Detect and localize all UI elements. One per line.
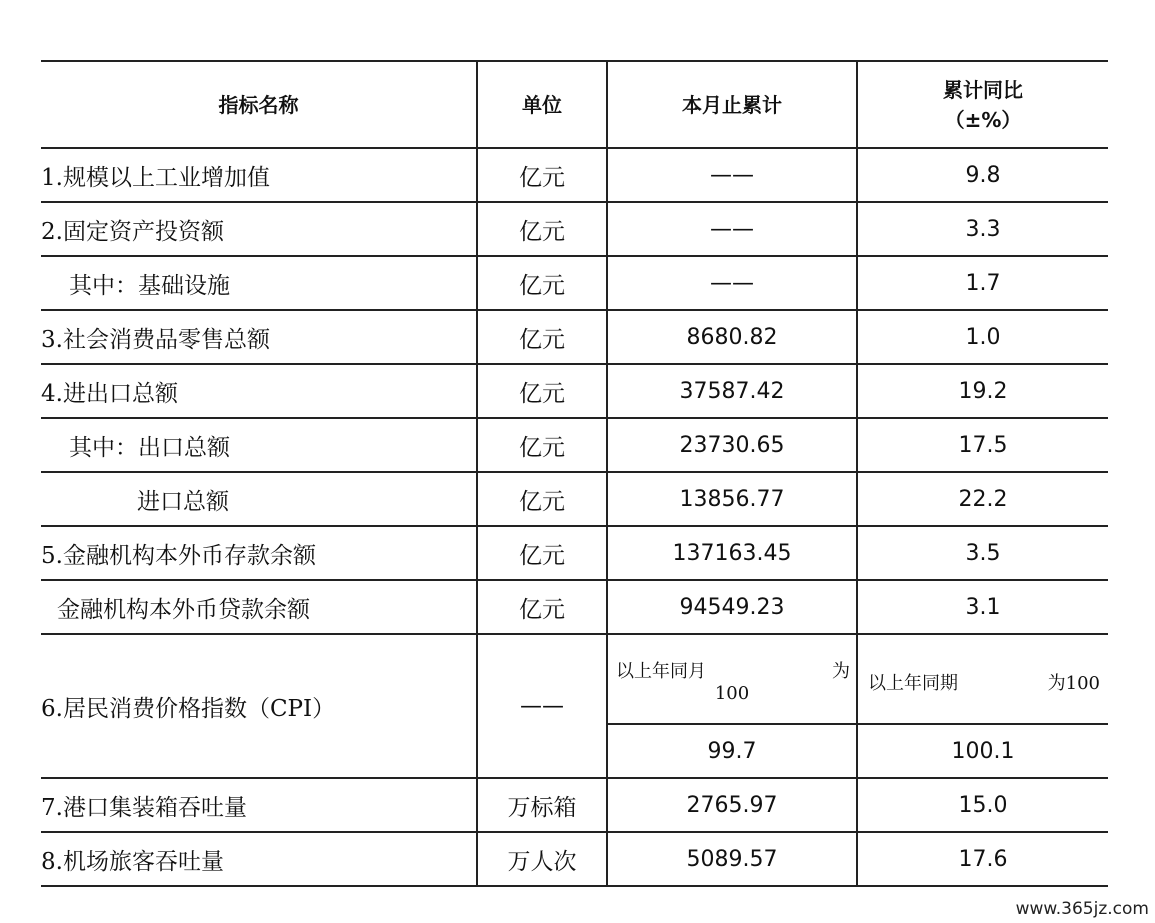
header-yoy-line1: 累计同比 <box>943 77 1023 102</box>
row-unit: 万标箱 <box>477 778 607 832</box>
row-unit: 亿元 <box>477 202 607 256</box>
statistics-table <box>41 60 1108 887</box>
table-row <box>41 526 1108 580</box>
row-name: 7.港口集装箱吞吐量 <box>41 778 477 832</box>
row-yoy: 15.0 <box>857 778 1108 832</box>
row-cumulative: —— <box>607 148 857 202</box>
table-row <box>41 472 1108 526</box>
row-name: 8.机场旅客吞吐量 <box>41 832 477 886</box>
row-unit: 亿元 <box>477 472 607 526</box>
cpi-yoy-note <box>857 634 1108 724</box>
row-yoy: 19.2 <box>857 364 1108 418</box>
row-cumulative: 37587.42 <box>607 364 857 418</box>
row-name: 金融机构本外币贷款余额 <box>41 580 477 634</box>
header-cumulative: 本月止累计 <box>607 61 857 148</box>
row-cumulative: 5089.57 <box>607 832 857 886</box>
row-cumulative: 23730.65 <box>607 418 857 472</box>
row-unit: 亿元 <box>477 580 607 634</box>
row-cumulative: 94549.23 <box>607 580 857 634</box>
row-unit: 亿元 <box>477 310 607 364</box>
row-name: 3.社会消费品零售总额 <box>41 310 477 364</box>
row-name: 2.固定资产投资额 <box>41 202 477 256</box>
table-row <box>41 148 1108 202</box>
row-yoy: 17.5 <box>857 418 1108 472</box>
row-yoy: 9.8 <box>857 148 1108 202</box>
cpi-row-top <box>41 634 1108 724</box>
table-row <box>41 364 1108 418</box>
row-yoy: 3.5 <box>857 526 1108 580</box>
row-name: 其中：出口总额 <box>41 418 477 472</box>
row-unit: 亿元 <box>477 148 607 202</box>
row-yoy: 1.0 <box>857 310 1108 364</box>
row-cumulative: 2765.97 <box>607 778 857 832</box>
table-row <box>41 418 1108 472</box>
cpi-cum-note-c: 100 <box>714 683 750 704</box>
row-unit: 万人次 <box>477 832 607 886</box>
row-yoy: 1.7 <box>857 256 1108 310</box>
cpi-cumulative-note <box>607 634 857 724</box>
row-cumulative: 137163.45 <box>607 526 857 580</box>
watermark: www.365jz.com <box>1015 899 1149 919</box>
row-cumulative: 8680.82 <box>607 310 857 364</box>
cpi-unit: —— <box>477 634 607 778</box>
row-name: 4.进出口总额 <box>41 364 477 418</box>
row-name: 1.规模以上工业增加值 <box>41 148 477 202</box>
table-row <box>41 310 1108 364</box>
row-unit: 亿元 <box>477 364 607 418</box>
table-row <box>41 580 1108 634</box>
cpi-cum-note-a: 以上年同月 <box>616 661 706 682</box>
row-yoy: 17.6 <box>857 832 1108 886</box>
cpi-yoy-note-b: 为100 <box>1047 673 1100 694</box>
row-yoy: 3.1 <box>857 580 1108 634</box>
row-yoy: 22.2 <box>857 472 1108 526</box>
row-yoy: 3.3 <box>857 202 1108 256</box>
header-indicator-name: 指标名称 <box>41 61 477 148</box>
row-unit: 亿元 <box>477 256 607 310</box>
row-cumulative: 13856.77 <box>607 472 857 526</box>
table-row <box>41 778 1108 832</box>
cpi-name: 6.居民消费价格指数（CPI） <box>41 634 477 778</box>
header-yoy-line2: （±%） <box>944 107 1022 132</box>
cpi-cum-note-b: 为 <box>832 661 850 682</box>
table-header-row <box>41 61 1108 148</box>
row-cumulative: —— <box>607 202 857 256</box>
table-row <box>41 202 1108 256</box>
row-name: 其中：基础设施 <box>41 256 477 310</box>
row-name: 进口总额 <box>41 472 477 526</box>
table-row <box>41 256 1108 310</box>
header-unit: 单位 <box>477 61 607 148</box>
row-name: 5.金融机构本外币存款余额 <box>41 526 477 580</box>
cpi-cumulative: 99.7 <box>607 724 857 778</box>
cpi-yoy: 100.1 <box>857 724 1108 778</box>
header-yoy <box>857 61 1108 148</box>
cpi-yoy-note-a: 以上年同期 <box>868 673 958 694</box>
row-unit: 亿元 <box>477 418 607 472</box>
row-unit: 亿元 <box>477 526 607 580</box>
table-row <box>41 832 1108 886</box>
row-cumulative: —— <box>607 256 857 310</box>
